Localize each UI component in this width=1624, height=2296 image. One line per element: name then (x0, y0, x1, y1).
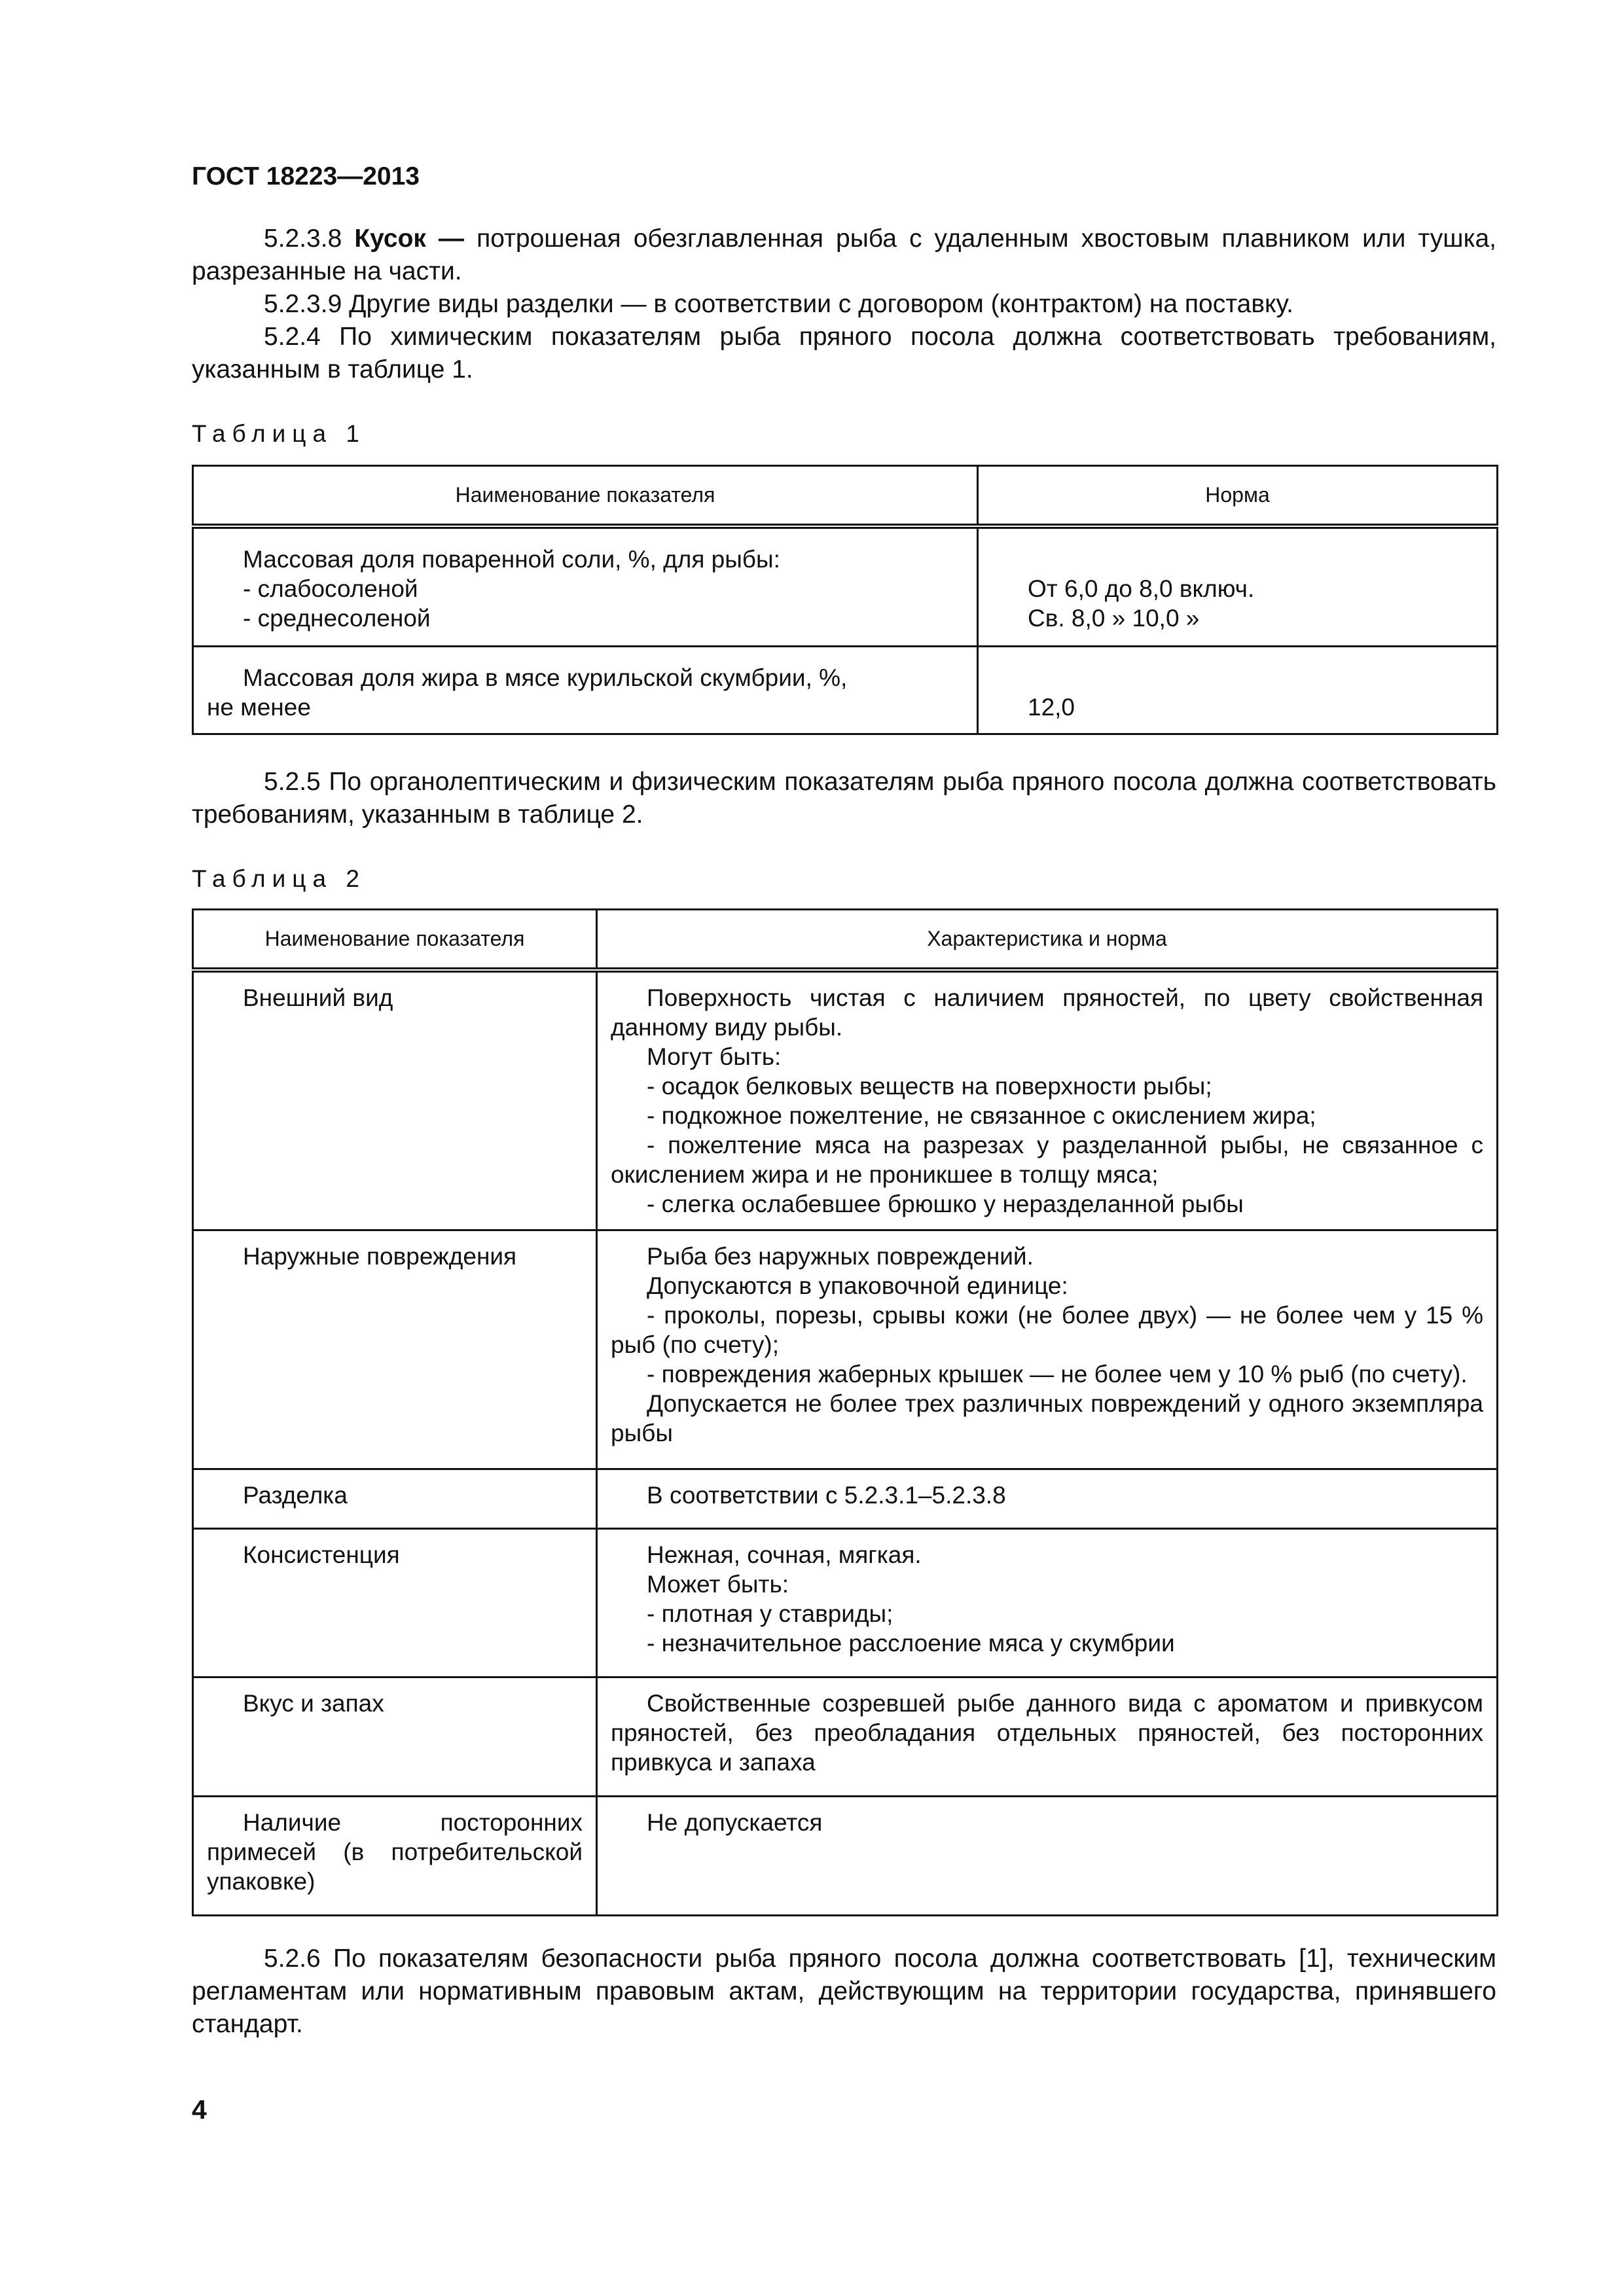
term-kusok: Кусок (354, 224, 426, 253)
table2-header-characteristic: Характеристика и норма (597, 910, 1498, 970)
table2-cell-consistency-value: Нежная, сочная, мягкая. Может быть: - плотная у ставриды; - незначительное расслоение мяса у скумбрии (597, 1528, 1498, 1677)
table2-header-name: Наименование показателя (193, 910, 597, 970)
table1-cell-salt-norm: От 6,0 до 8,0 включ. Св. 8,0 » 10,0 » (978, 526, 1498, 647)
table1-cell-salt-name: Массовая доля поваренной соли, %, для рыбы: - слабосоленой - среднесоленой (193, 526, 978, 647)
table-1 (192, 465, 1498, 735)
table2-cell-impurities-name: Наличие посторонних примесей (в потребительской упаковке) (193, 1796, 597, 1915)
paragraph-5-2-5: 5.2.5 По органолептическим и физическим показателям рыба пряного посола должна соответствовать требованиям, указанным в таблице 2. (192, 768, 1496, 829)
table2-row-impurities (193, 1796, 1498, 1915)
paragraph-5-2-6-block (192, 1943, 1496, 2041)
table1-label: Таблица 1 (192, 420, 366, 447)
table2-cell-taste-name: Вкус и запах (193, 1677, 597, 1796)
paragraphs-top (192, 223, 1496, 386)
paragraph-5-2-6: 5.2.6 По показателям безопасности рыба пряного посола должна соответствовать [1], техническим регламентам или нормативным правовым актам, действующим на территории государства, принявшего стандарт. (192, 1945, 1496, 2038)
table1-header-row (193, 466, 1498, 526)
table2-cell-damage-value: Рыба без наружных повреждений. Допускаются в упаковочной единице: - проколы, порезы, срывы кожи (не более двух) — не более чем у 15 % рыб (по счету); - повреждения жаберных крышек — не более чем у 10 % рыб (по счету). Допускается не более трех различных повреждений у одного экземпляра рыбы (597, 1230, 1498, 1469)
standard-header: ГОСТ 18223—2013 (192, 162, 420, 190)
table2-row-cutting (193, 1469, 1498, 1528)
table2-cell-appearance-name: Внешний вид (193, 970, 597, 1230)
table1-row-salt (193, 526, 1498, 647)
table1-cell-fat-name: Массовая доля жира в мясе курильской скумбрии, %, не менее (193, 647, 978, 734)
table2-row-taste (193, 1677, 1498, 1796)
table2-cell-damage-name: Наружные повреждения (193, 1230, 597, 1469)
paragraph-5-2-3-8: 5.2.3.8 Кусок — потрошеная обезглавленная рыба с удаленным хвостовым плавником или тушка, разрезанные на части. (192, 224, 1497, 285)
table2-label: Таблица 2 (192, 865, 366, 892)
table-2 (192, 908, 1498, 1916)
paragraph-5-2-4: 5.2.4 По химическим показателям рыба пряного посола должна соответствовать требованиям, указанным в таблице 1. (192, 323, 1496, 384)
table2-row-damage (193, 1230, 1498, 1469)
page-number: 4 (192, 2094, 207, 2125)
table2-cell-consistency-name: Консистенция (193, 1528, 597, 1677)
table2-cell-taste-value: Свойственные созревшей рыбе данного вида с ароматом и привкусом пряностей, без преобладания отдельных пряностей, без посторонних привкуса и запаха (597, 1677, 1498, 1796)
table1-header-norm: Норма (978, 466, 1498, 526)
paragraph-5-2-3-9: 5.2.3.9 Другие виды разделки — в соответствии с договором (контрактом) на поставку. (264, 290, 1293, 318)
table2-cell-cutting-name: Разделка (193, 1469, 597, 1528)
table2-header-row (193, 910, 1498, 970)
table2-row-appearance (193, 970, 1498, 1230)
table2-cell-cutting-value: В соответствии с 5.2.3.1–5.2.3.8 (597, 1469, 1498, 1528)
table1-header-name: Наименование показателя (193, 466, 978, 526)
table2-cell-appearance-value: Поверхность чистая с наличием пряностей, по цвету свойственная данному виду рыбы. Могут быть: - осадок белковых веществ на поверхности рыбы; - подкожное пожелтение, не связанное с окислением жира; - пожелтение мяса на разрезах у разделанной рыбы, не связанное с окислением жира и не проникшее в толщу мяса; - слегка ослабевшее брюшко у неразделанной рыбы (597, 970, 1498, 1230)
table1-cell-fat-norm: 12,0 (978, 647, 1498, 734)
table2-cell-impurities-value: Не допускается (597, 1796, 1498, 1915)
table1-row-fat (193, 647, 1498, 734)
table2-row-consistency (193, 1528, 1498, 1677)
paragraph-5-2-3-8-text: потрошеная обезглавленная рыба с удаленным хвостовым плавником или тушка, разрезанные на части. (192, 224, 1497, 285)
paragraph-5-2-5-block (192, 766, 1496, 831)
